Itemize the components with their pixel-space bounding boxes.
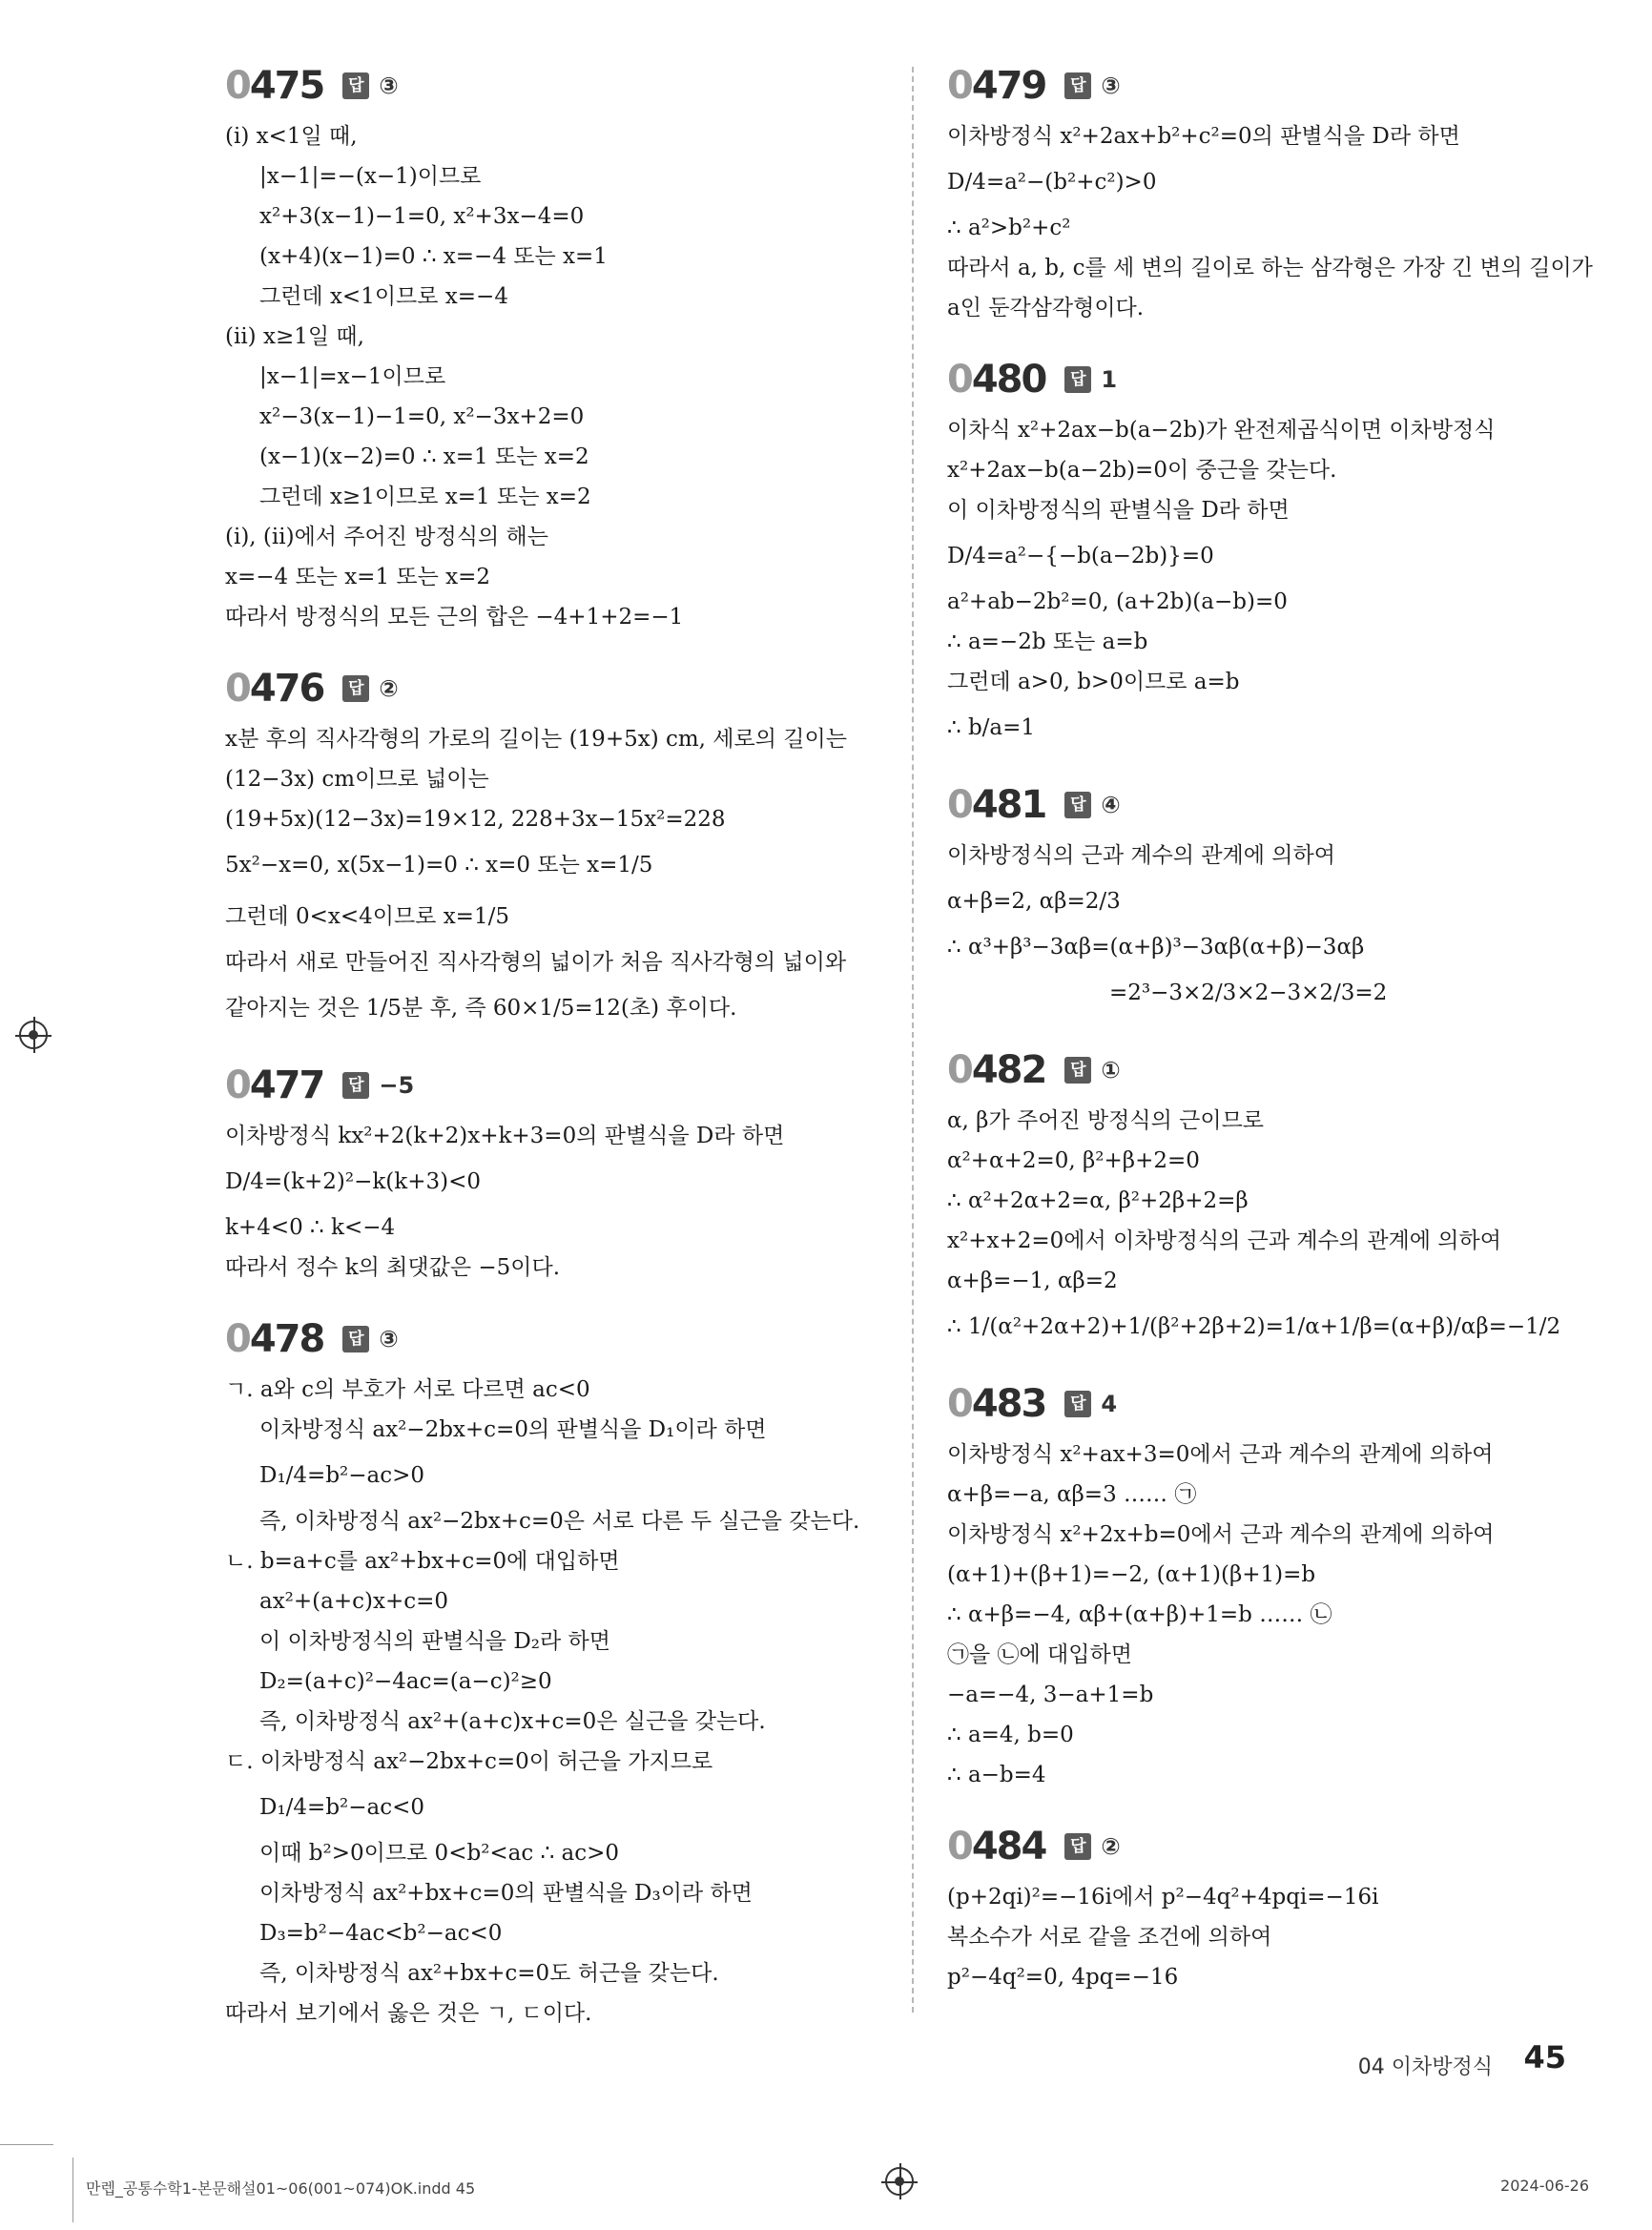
solution-line: x²+x+2=0에서 이차방정식의 근과 계수의 관계에 의하여 [947, 1229, 1501, 1253]
solution-line: (x−1)(x−2)=0 ∴ x=1 또는 x=2 [259, 444, 589, 469]
trim-mark [0, 2144, 53, 2145]
solution-line: α, β가 주어진 방정식의 근이므로 [947, 1108, 1264, 1133]
solution-line: =2³−3×2/3×2−3×2/3=2 [1109, 981, 1388, 1005]
problem-header [947, 1820, 1605, 1873]
solution-line: x=−4 또는 x=1 또는 x=2 [225, 565, 491, 589]
chapter-title: 04 이차방정식 [1357, 2055, 1493, 2079]
answer-badge: 답 [342, 1326, 369, 1352]
problem-number [225, 667, 323, 711]
solution-line: α+β=−a, αβ=3 …… ㉠ [947, 1482, 1197, 1507]
solution-line: ㄷ. 이차방정식 ax²−2bx+c=0이 허근을 가지므로 [225, 1749, 713, 1774]
problem-number-digits: 480 [971, 358, 1046, 402]
answer-value: −5 [379, 1072, 415, 1099]
problem-header [225, 1312, 883, 1366]
right-column [947, 59, 1605, 2022]
problem-475 [225, 59, 883, 637]
solution-line: 즉, 이차방정식 ax²−2bx+c=0은 서로 다른 두 실근을 갖는다. [259, 1509, 860, 1534]
solution-line: 그런데 x<1이므로 x=−4 [259, 284, 508, 309]
solution-line: 따라서 정수 k의 최댓값은 −5이다. [225, 1255, 561, 1280]
problem-number-prefix: 0 [947, 1825, 972, 1869]
solution-line: D/4=a²−{−b(a−2b)}=0 [947, 544, 1214, 568]
answer-badge: 답 [1064, 1833, 1091, 1860]
solution-line: α²+α+2=0, β²+β+2=0 [947, 1148, 1200, 1173]
problem-number [947, 783, 1045, 827]
solution-line: (ⅰ), (ⅱ)에서 주어진 방정식의 해는 [225, 525, 548, 549]
answer-badge: 답 [1064, 1391, 1091, 1417]
trim-mark [72, 2158, 73, 2222]
solution-line: D₁/4=b²−ac<0 [259, 1795, 425, 1820]
answer-value: 1 [1101, 366, 1118, 393]
solution-line: 따라서 a, b, c를 세 변의 길이로 하는 삼각형은 가장 긴 변의 길이가 [947, 256, 1593, 280]
print-date: 2024-06-26 [1500, 2177, 1589, 2195]
solution-line: D₃=b²−4ac<b²−ac<0 [259, 1921, 503, 1946]
solution-line: (α+1)+(β+1)=−2, (α+1)(β+1)=b [947, 1562, 1316, 1587]
problem-480 [947, 353, 1605, 754]
problem-number-digits: 476 [249, 667, 324, 711]
solution-line: p²−4q²=0, 4pq=−16 [947, 1965, 1179, 1990]
problem-number [225, 1317, 323, 1361]
answer-badge: 답 [342, 1072, 369, 1099]
solution-line: ∴ α³+β³−3αβ=(α+β)³−3αβ(α+β)−3αβ [947, 935, 1365, 960]
problem-479 [947, 59, 1605, 328]
problem-number-digits: 481 [971, 783, 1046, 827]
problem-number-digits: 479 [971, 64, 1046, 108]
problem-number [947, 1825, 1045, 1869]
problem-number-prefix: 0 [947, 358, 972, 402]
answer-value: ③ [1101, 72, 1121, 99]
answer-badge: 답 [342, 72, 369, 99]
solution-line: (p+2qi)²=−16i에서 p²−4q²+4pqi=−16i [947, 1885, 1379, 1910]
problem-number [225, 1063, 323, 1107]
solution-line: 따라서 새로 만들어진 직사각형의 넓이가 처음 직사각형의 넓이와 [225, 950, 847, 975]
solution-line: D/4=a²−(b²+c²)>0 [947, 170, 1157, 195]
answer-value: ④ [1101, 792, 1121, 818]
solution-line: x²−3(x−1)−1=0, x²−3x+2=0 [259, 404, 585, 429]
problem-number-prefix: 0 [225, 64, 250, 108]
solution-line: (ⅰ) x<1일 때, [225, 124, 358, 149]
solution-line: 이차식 x²+2ax−b(a−2b)가 완전제곱식이면 이차방정식 [947, 418, 1496, 443]
problem-484 [947, 1820, 1605, 1997]
problem-476 [225, 662, 883, 1034]
page-number: 45 [1523, 2039, 1566, 2075]
solution-line: ∴ a²>b²+c² [947, 216, 1071, 240]
problem-number-digits: 478 [249, 1317, 324, 1361]
solution-line: 그런데 x≥1이므로 x=1 또는 x=2 [259, 485, 591, 509]
solution-line: α+β=−1, αβ=2 [947, 1269, 1118, 1293]
problem-header [947, 1377, 1605, 1431]
problem-number [947, 1382, 1045, 1426]
solution-line: 이 이차방정식의 판별식을 D₂라 하면 [259, 1629, 610, 1654]
problem-number-digits: 482 [971, 1048, 1046, 1092]
print-file-name: 만렙_공통수학1-본문해설01~06(001~074)OK.indd 45 [86, 2179, 476, 2198]
answer-value: ② [379, 675, 399, 702]
problem-number-prefix: 0 [225, 1063, 250, 1107]
problem-number-digits: 483 [971, 1382, 1046, 1426]
solution-line: α+β=2, αβ=2/3 [947, 889, 1121, 914]
solution-line: a²+ab−2b²=0, (a+2b)(a−b)=0 [947, 589, 1288, 614]
answer-value: ① [1101, 1057, 1121, 1084]
problem-482 [947, 1043, 1605, 1352]
problem-number-prefix: 0 [947, 1382, 972, 1426]
answer-badge: 답 [1064, 1057, 1091, 1084]
problem-header [947, 353, 1605, 406]
solution-line: 같아지는 것은 1/5분 후, 즉 60×1/5=12(초) 후이다. [225, 996, 737, 1021]
registration-mark-icon [885, 2167, 914, 2196]
solution-line: k+4<0 ∴ k<−4 [225, 1215, 396, 1240]
solution-line: 이때 b²>0이므로 0<b²<ac ∴ ac>0 [259, 1841, 620, 1866]
solution-line: 이차방정식 kx²+2(k+2)x+k+3=0의 판별식을 D라 하면 [225, 1124, 785, 1148]
answer-badge: 답 [1064, 792, 1091, 818]
problem-number-prefix: 0 [947, 1048, 972, 1092]
problem-header [947, 1043, 1605, 1097]
solution-line: x²+3(x−1)−1=0, x²+3x−4=0 [259, 204, 585, 229]
left-column [225, 59, 883, 2058]
problem-number-digits: 475 [249, 64, 324, 108]
problem-header [225, 1059, 883, 1112]
problem-number-digits: 484 [971, 1825, 1046, 1869]
solution-line: 따라서 보기에서 옳은 것은 ㄱ, ㄷ이다. [225, 2001, 592, 2026]
solution-line: ∴ a−b=4 [947, 1763, 1046, 1787]
problem-number-prefix: 0 [947, 783, 972, 827]
problem-478 [225, 1312, 883, 2034]
registration-mark-icon [19, 1021, 48, 1049]
solution-line: (ⅱ) x≥1일 때, [225, 324, 364, 349]
solution-line: ㉠을 ㉡에 대입하면 [947, 1642, 1132, 1667]
solution-line: ∴ 1/(α²+2α+2)+1/(β²+2β+2)=1/α+1/β=(α+β)/αβ=−1/2 [947, 1314, 1561, 1339]
solution-line: 이 이차방정식의 판별식을 D라 하면 [947, 498, 1290, 523]
answer-value: ② [1101, 1833, 1121, 1860]
problem-number [947, 358, 1045, 402]
solution-line: (12−3x) cm이므로 넓이는 [225, 767, 489, 792]
solution-line: 그런데 a>0, b>0이므로 a=b [947, 670, 1240, 694]
answer-value: 4 [1101, 1391, 1118, 1417]
solution-line: 즉, 이차방정식 ax²+bx+c=0도 허근을 갖는다. [259, 1961, 719, 1986]
problem-header [947, 778, 1605, 832]
problem-header [225, 59, 883, 113]
problem-number-digits: 477 [249, 1063, 324, 1107]
solution-line: ∴ a=−2b 또는 a=b [947, 630, 1148, 654]
answer-value: ③ [379, 72, 399, 99]
solution-line: ㄱ. a와 c의 부호가 서로 다르면 ac<0 [225, 1377, 590, 1402]
problem-header [947, 59, 1605, 113]
solution-line: ∴ a=4, b=0 [947, 1723, 1074, 1747]
solution-line: 이차방정식 x²+ax+3=0에서 근과 계수의 관계에 의하여 [947, 1442, 1494, 1467]
solution-line: x²+2ax−b(a−2b)=0이 중근을 갖는다. [947, 458, 1337, 483]
problem-header [225, 662, 883, 715]
problem-number [947, 1048, 1045, 1092]
problem-number [225, 64, 323, 108]
solution-line: D/4=(k+2)²−k(k+3)<0 [225, 1169, 482, 1194]
answer-badge: 답 [1064, 366, 1091, 393]
solution-line: 따라서 방정식의 모든 근의 합은 −4+1+2=−1 [225, 605, 684, 630]
answer-badge: 답 [342, 675, 369, 702]
solution-line: ∴ α²+2α+2=α, β²+2β+2=β [947, 1188, 1249, 1213]
solution-line: |x−1|=−(x−1)이므로 [259, 164, 482, 189]
problem-number-prefix: 0 [947, 64, 972, 108]
solution-line: 복소수가 서로 같을 조건에 의하여 [947, 1925, 1272, 1950]
solution-line: |x−1|=x−1이므로 [259, 364, 446, 389]
solution-line: D₁/4=b²−ac>0 [259, 1463, 425, 1488]
solution-line: 5x²−x=0, x(5x−1)=0 ∴ x=0 또는 x=1/5 [225, 853, 653, 878]
solution-line: 즉, 이차방정식 ax²+(a+c)x+c=0은 실근을 갖는다. [259, 1709, 766, 1734]
solution-line: x분 후의 직사각형의 가로의 길이는 (19+5x) cm, 세로의 길이는 [225, 727, 847, 752]
solution-line: −a=−4, 3−a+1=b [947, 1683, 1154, 1707]
answer-value: ③ [379, 1326, 399, 1352]
solution-line: (x+4)(x−1)=0 ∴ x=−4 또는 x=1 [259, 244, 608, 269]
solution-line: 그런데 0<x<4이므로 x=1/5 [225, 904, 509, 929]
problem-483 [947, 1377, 1605, 1795]
column-divider [912, 67, 914, 2013]
solution-line: 이차방정식 ax²+bx+c=0의 판별식을 D₃이라 하면 [259, 1881, 753, 1906]
solution-line: ∴ b/a=1 [947, 715, 1036, 740]
problem-481 [947, 778, 1605, 1019]
solution-line: 이차방정식 ax²−2bx+c=0의 판별식을 D₁이라 하면 [259, 1417, 767, 1442]
problem-477 [225, 1059, 883, 1288]
solution-line: ㄴ. b=a+c를 ax²+bx+c=0에 대입하면 [225, 1549, 620, 1574]
solution-line: (19+5x)(12−3x)=19×12, 228+3x−15x²=228 [225, 807, 726, 832]
solution-line: 이차방정식 x²+2ax+b²+c²=0의 판별식을 D라 하면 [947, 124, 1460, 149]
solution-line: ∴ α+β=−4, αβ+(α+β)+1=b …… ㉡ [947, 1602, 1332, 1627]
solution-line: 이차방정식 x²+2x+b=0에서 근과 계수의 관계에 의하여 [947, 1522, 1495, 1547]
solution-line: 이차방정식의 근과 계수의 관계에 의하여 [947, 843, 1335, 868]
solution-line: D₂=(a+c)²−4ac=(a−c)²≥0 [259, 1669, 552, 1694]
problem-number-prefix: 0 [225, 1317, 250, 1361]
problem-number [947, 64, 1045, 108]
answer-badge: 답 [1064, 72, 1091, 99]
solution-line: a인 둔각삼각형이다. [947, 296, 1145, 320]
solution-line: ax²+(a+c)x+c=0 [259, 1589, 449, 1614]
problem-number-prefix: 0 [225, 667, 250, 711]
